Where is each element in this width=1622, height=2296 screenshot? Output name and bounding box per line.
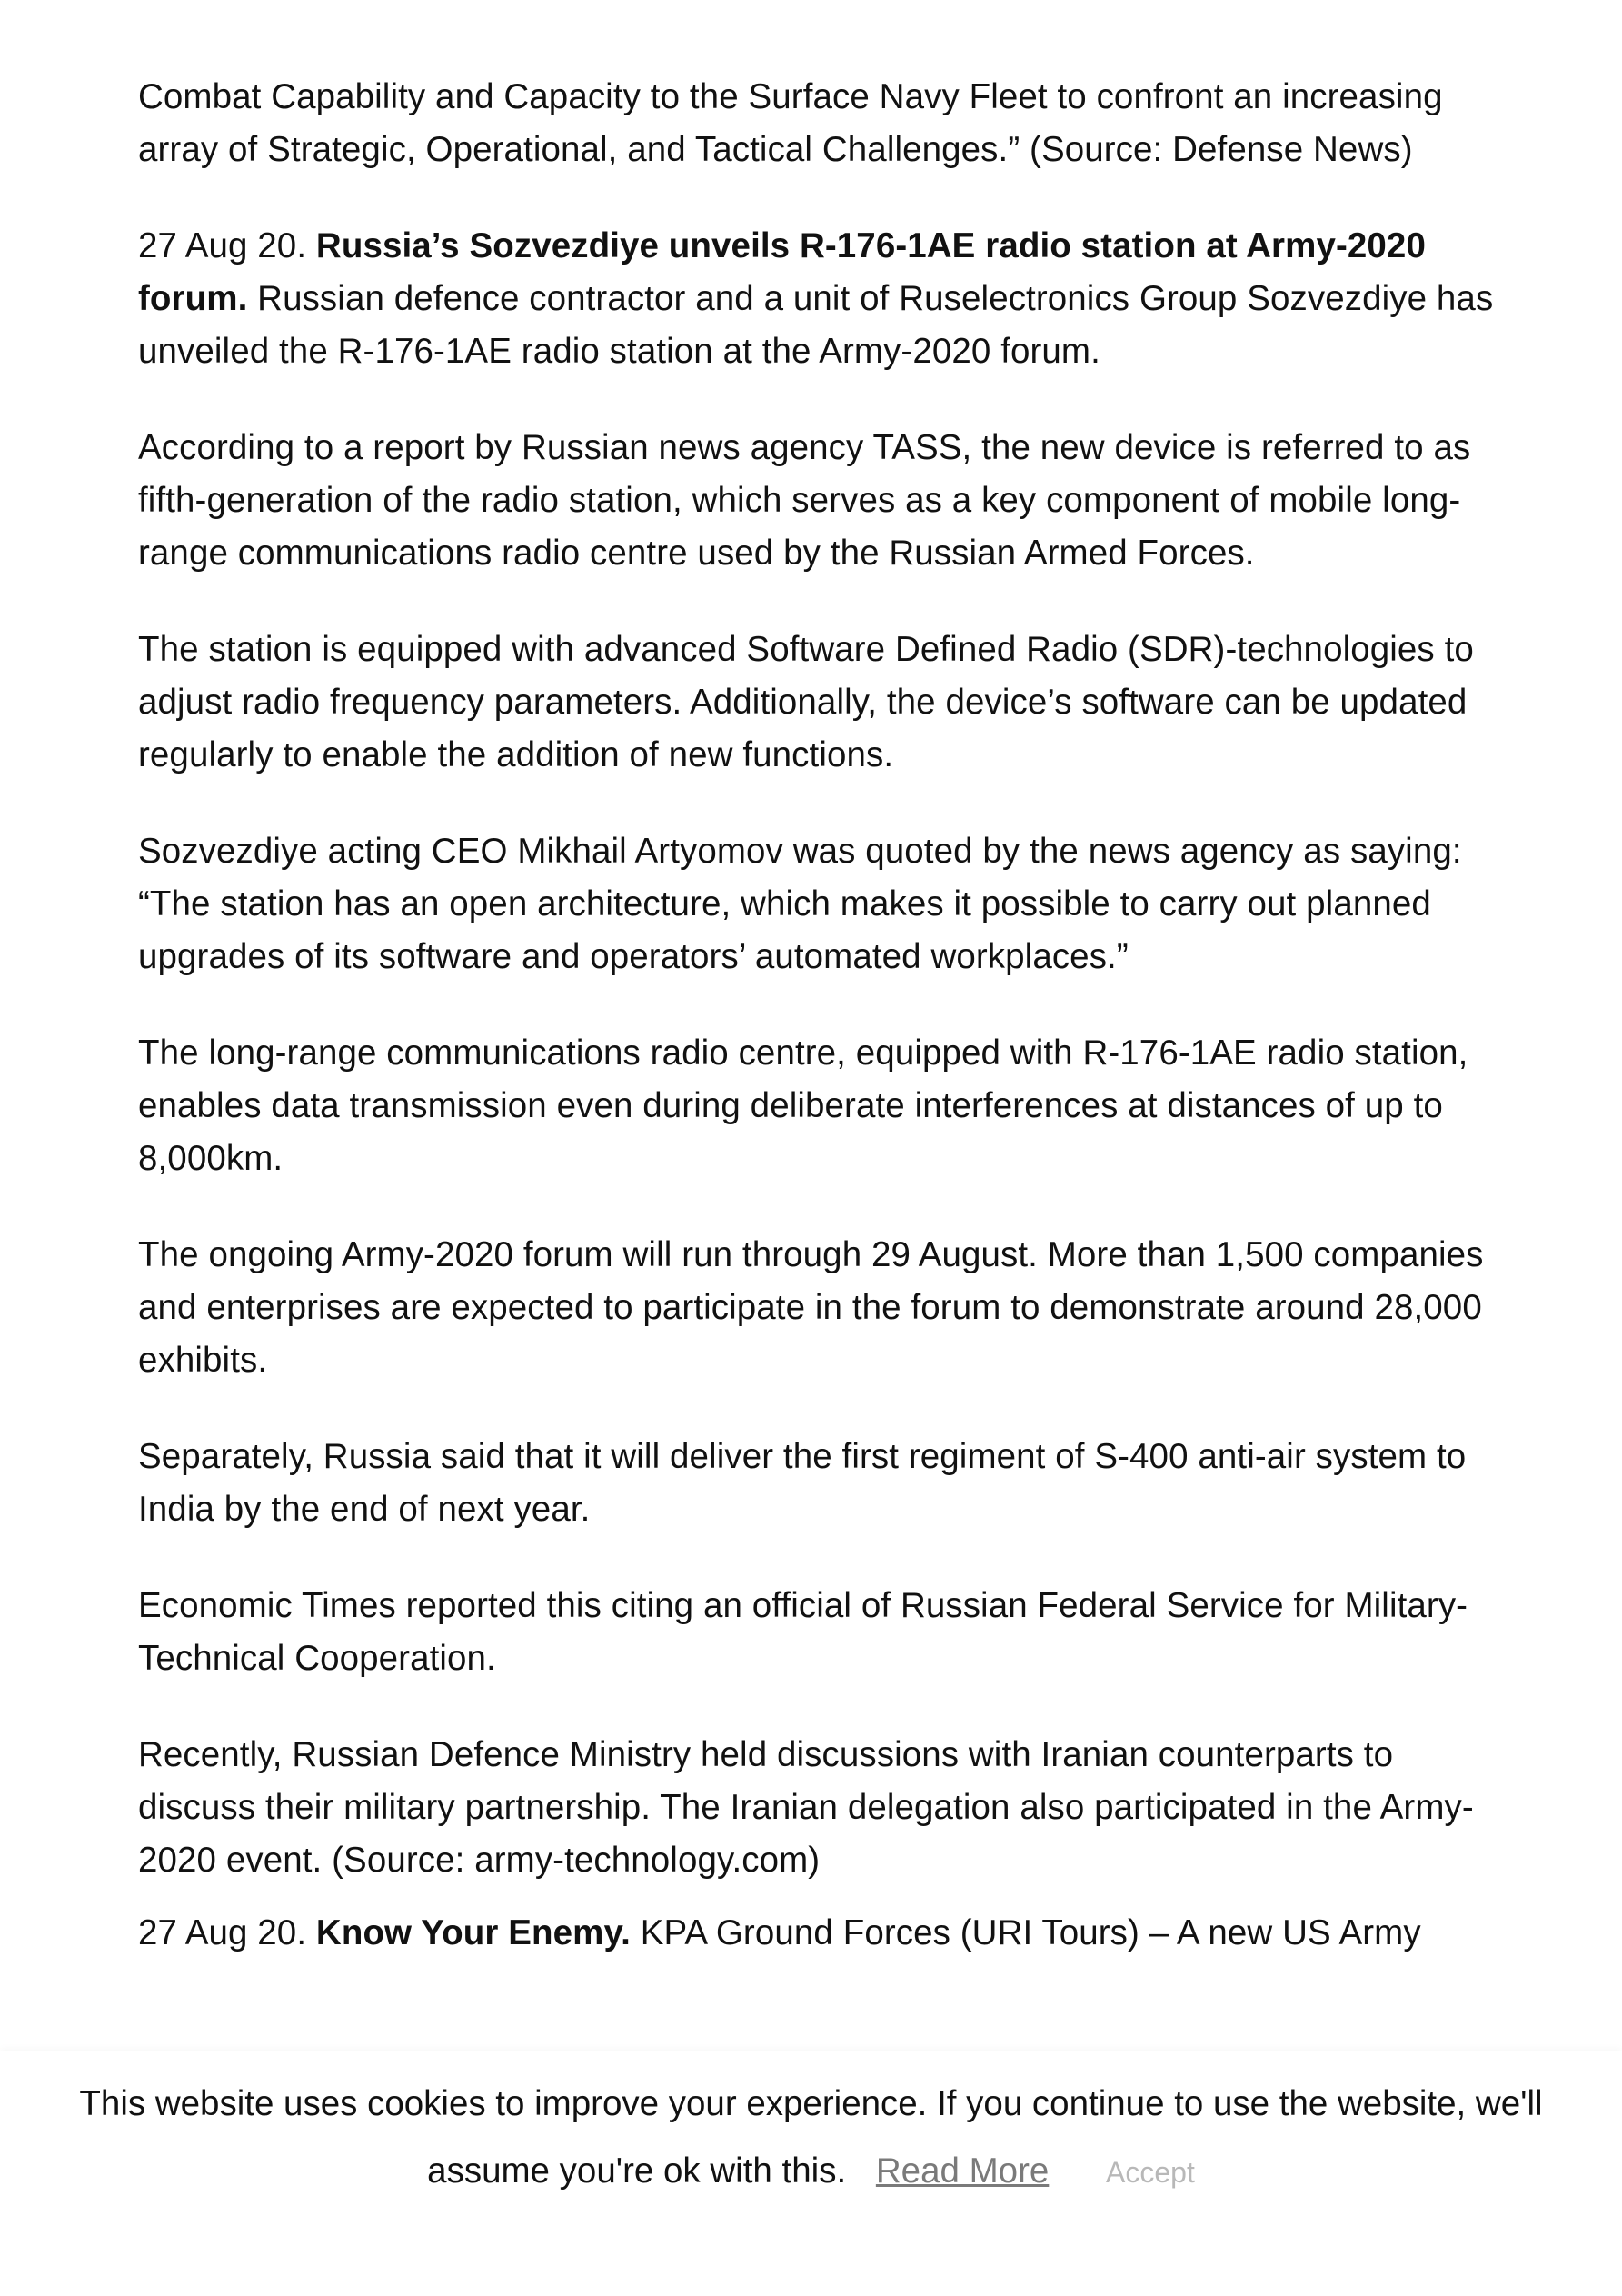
news-headline: Know Your Enemy. bbox=[315, 1913, 631, 1952]
cookie-banner bbox=[0, 2051, 1622, 2296]
news-item bbox=[138, 220, 1519, 378]
article-body bbox=[138, 71, 1519, 2003]
article-paragraph bbox=[138, 71, 1519, 176]
news-headline: Russia’s Sozvezdiye unveils R-176-1AE radio station at Army-2020 forum. bbox=[138, 226, 1426, 318]
cookie-message: This website uses cookies to improve your experience. If you continue to use the website, we'll assume you're ok with this. bbox=[79, 2084, 1543, 2191]
article-paragraph bbox=[138, 422, 1519, 580]
paragraph-text: Economic Times reported this citing an official of Russian Federal Service for Military-Technical Cooperation. bbox=[138, 1586, 1468, 1678]
article-paragraph bbox=[138, 1729, 1519, 1887]
article-paragraph bbox=[138, 825, 1519, 983]
accept-button[interactable]: Accept bbox=[1106, 2156, 1195, 2189]
paragraph-text: The long-range communications radio centre, equipped with R-176-1AE radio station, enables data transmission even during deliberate interferences at distances of up to 8,000km. bbox=[138, 1033, 1468, 1178]
read-more-link[interactable]: Read More bbox=[875, 2151, 1050, 2191]
paragraph-text: Separately, Russia said that it will deliver the first regiment of S-400 anti-air system to India by the end of next year. bbox=[138, 1437, 1467, 1529]
article-paragraph bbox=[138, 1580, 1519, 1685]
paragraph-text: The ongoing Army-2020 forum will run through 29 August. More than 1,500 companies and enterprises are expected to participate in the forum to demonstrate around 28,000 exhibits. bbox=[138, 1235, 1484, 1380]
article-paragraph bbox=[138, 1229, 1519, 1387]
article-paragraph bbox=[138, 624, 1519, 782]
paragraph-text: Combat Capability and Capacity to the Surface Navy Fleet to confront an increasing array of Strategic, Operational, and Tactical Challenges.” (Source: Defense News) bbox=[138, 77, 1443, 169]
paragraph-text: According to a report by Russian news agency TASS, the new device is referred to as fifth-generation of the radio station, which serves as a key component of mobile long-range communications radio centre used by the Russian Armed Forces. bbox=[138, 428, 1471, 573]
paragraph-text: Recently, Russian Defence Ministry held discussions with Iranian counterparts to discuss their military partnership. The Iranian delegation also participated in the Army-2020 event. (Source: army-technology.com) bbox=[138, 1735, 1474, 1880]
news-date: 27 Aug 20. bbox=[138, 226, 307, 265]
article-paragraph bbox=[138, 1431, 1519, 1536]
news-date: 27 Aug 20. bbox=[138, 1913, 307, 1952]
top-fade bbox=[0, 0, 1622, 27]
cookie-banner-content bbox=[39, 2051, 1584, 2206]
article-paragraph bbox=[138, 1027, 1519, 1185]
paragraph-text: Sozvezdiye acting CEO Mikhail Artyomov was quoted by the news agency as saying: “The station has an open architecture, which makes it possible to carry out planned upgrades of its software and operators’ automated workplaces.” bbox=[138, 832, 1462, 976]
paragraph-text: The station is equipped with advanced Software Defined Radio (SDR)-technologies to adjust radio frequency parameters. Additionally, the device’s software can be updated regularly to enable the addition of new functions. bbox=[138, 630, 1474, 774]
paragraph-text: KPA Ground Forces (URI Tours) – A new US Army bbox=[640, 1913, 1421, 1952]
news-item bbox=[138, 1907, 1519, 1960]
paragraph-text: Russian defence contractor and a unit of Ruselectronics Group Sozvezdiye has unveiled the R-176-1AE radio station at the Army-2020 forum. bbox=[138, 279, 1494, 371]
